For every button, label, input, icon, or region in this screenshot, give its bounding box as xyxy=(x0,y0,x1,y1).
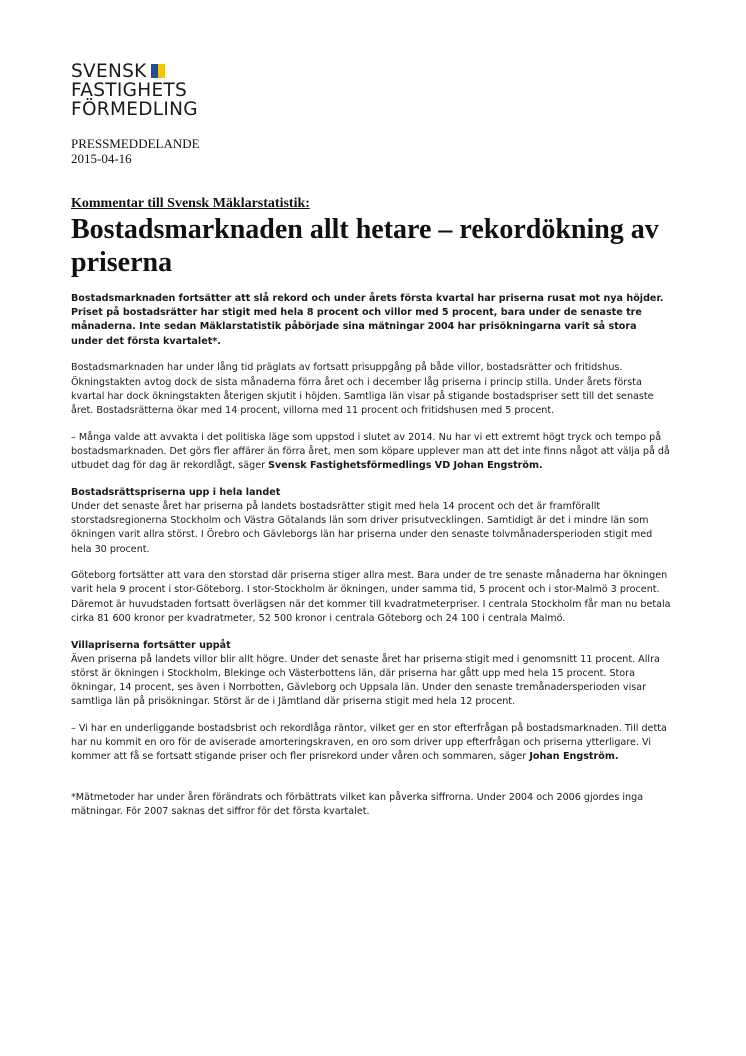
footnote: *Mätmetoder har under åren förändrats och förbättrats vilket kan påverka siffrorna. Under 2004 och 2006 gjordes inga mätningar. För 2007 saknas det siffror för det första kvartalet. xyxy=(71,791,644,817)
company-logo xyxy=(71,62,198,119)
kicker: Kommentar till Svensk Mäklarstatistik: xyxy=(71,196,310,211)
logo-line-1: SVENSK xyxy=(71,61,147,82)
document-type: PRESSMEDDELANDE xyxy=(71,136,200,151)
quote-1-text: – Många valde att avvakta i det politiska läge som uppstod i slutet av 2014. Nu har vi ett extremt högt tryck och tempo på bostadsmarknaden. Det görs fler affärer än förra året, men som köpare upplever man att det inte finns något att välja på då utbudet dag för dag är rekordlågt, säger xyxy=(71,431,670,472)
section-2-heading: Villapriserna fortsätter uppåt xyxy=(71,639,231,651)
section-2-text: Även priserna på landets villor blir allt högre. Under det senaste året har priserna stigit med i genomsnitt 11 procent. Allra störst är ökningen i Stockholm, Blekinge och Västerbottens län, där priserna har gått upp med hela 15 procent. Stora ökningar, 14 procent, ses även i Norrbotten, Gävleborg och Uppsala län. Under den senaste tremånadersperioden visar samtliga län på prisökningar. Störst är de i Jämtland där priserna stigit med hela 12 procent. xyxy=(71,653,660,708)
quote-2-speaker: Johan Engström. xyxy=(529,751,619,763)
document-date: 2015-04-16 xyxy=(71,151,132,166)
swedish-flag-icon xyxy=(151,64,165,78)
quote-1-speaker: Svensk Fastighetsförmedlings VD Johan Engström. xyxy=(268,460,543,472)
paragraph-2: Göteborg fortsätter att vara den storstad där priserna stiger allra mest. Bara under de tre senaste månaderna har ökningen varit hela 9 procent i stor-Göteborg. I stor-Stockholm är ökningen, under samma tid, 5 procent och i stor-Malmö 3 procent. Däremot är huvudstaden fortsatt överlägsen när det kommer till kvadratmeterpriser. I centrala Stockholm får man nu betala cirka 81 600 kronor per kvadratmeter, 52 500 kronor i centrala Göteborg och 24 100 i centrala Malmö. xyxy=(71,570,671,624)
article-body xyxy=(71,292,671,832)
section-1-text: Under det senaste året har priserna på landets bostadsrätter stigit med hela 14 procent och det är framförallt storstadsregionerna Stockholm och Västra Götalands län som driver prisutvecklingen. Samtidigt är det i mindre län som ökningen varit allra störst. I Örebro och Gävleborgs län har priserna under den senaste tolvmånadersperioden stigit med hela 30 procent. xyxy=(71,500,653,555)
paragraph-1: Bostadsmarknaden har under lång tid präglats av fortsatt prisuppgång på både villor, bostadsrätter och fritidshus. Ökningstakten avtog dock de sista månaderna förra året och i december låg priserna i princip stilla. Under årets första kvartal har dock ökningstakten återigen skjutit i höjden. Samtliga län visar på stigande bostadspriser sett till det senaste året. Bostadsrätterna ökar med 14 procent, villorna med 11 procent och fritidshusen med 5 procent. xyxy=(71,362,654,416)
page-title: Bostadsmarknaden allt hetare – rekordökning av priserna xyxy=(71,214,659,278)
section-1-heading: Bostadsrättspriserna upp i hela landet xyxy=(71,486,281,498)
logo-line-3: FÖRMEDLING xyxy=(71,99,198,120)
lead-paragraph: Bostadsmarknaden fortsätter att slå rekord och under årets första kvartal har priserna rusat mot nya höjder. Priset på bostadsrätter har stigit med hela 8 procent och villor med 5 procent, bara under de senaste tre månaderna. Inte sedan Mäklarstatistik påbörjade sina mätningar 2004 har prisökningarna varit så stora under det första kvartalet*. xyxy=(71,293,664,347)
section-2 xyxy=(71,639,671,710)
quote-2-text: – Vi har en underliggande bostadsbrist och rekordlåga räntor, vilket ger en stor efterfrågan på bostadsmarknaden. Till detta har nu kommit en oro för de aviserade amorteringskraven, en oro som driver upp efterfrågan och priserna ytterligare. Vi kommer att få se fortsatt stigande priser och fler prisrekord under våren och sommaren, säger xyxy=(71,723,667,763)
quote-1 xyxy=(71,431,671,474)
section-1 xyxy=(71,486,671,557)
quote-2 xyxy=(71,722,671,765)
document-meta xyxy=(71,136,200,166)
logo-line-2: FASTIGHETS xyxy=(71,80,188,101)
